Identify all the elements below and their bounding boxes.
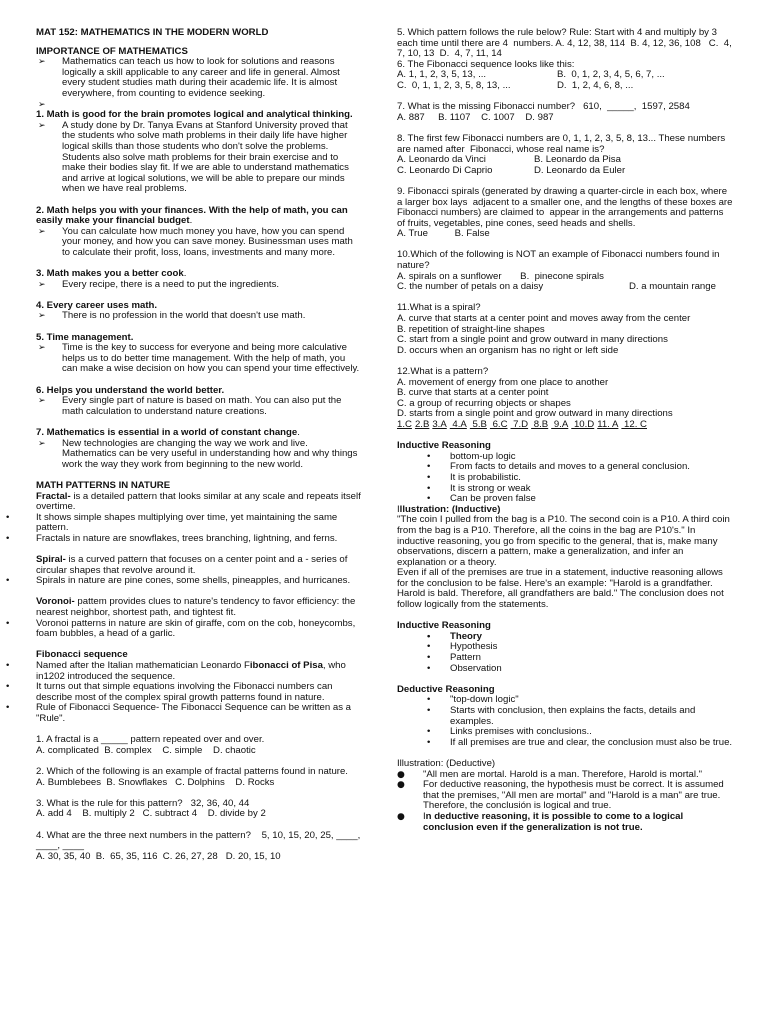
answer-key-item: 12. C	[621, 418, 647, 430]
answer-key-item: 4.A	[449, 418, 467, 430]
inductive-level-item: • Pattern	[397, 653, 733, 664]
fibonacci-bullet-2: • It turns out that simple equations involving the Fibonacci numbers can describe most of the complex spiral growth patterns found in nature.	[36, 682, 362, 703]
question-6-options-row-2	[397, 81, 733, 92]
importance-bullet: ➢ Mathematics can teach us how to look for solutions and reasons logically a skill applicable to any career and life in general. Almost every student studies math during their academic life. It is almost everywhere, from counting to evidence seeking.	[36, 57, 362, 99]
section-3-bullet: ➢ Every recipe, there is a need to put the ingredients.	[36, 280, 362, 291]
question-11: 11.What is a spiral?	[397, 302, 481, 314]
answer-key-item: 9.A	[551, 418, 569, 430]
left-column	[36, 28, 362, 862]
section-2-heading: 2. Math helps you with your finances. With the help of math, you can easily make your financial budget.	[36, 204, 348, 227]
answer-key-item: 3.A	[432, 418, 447, 430]
fractal-bullet-2: • Fractals in nature are snowflakes, trees branching, lightning, and ferns.	[36, 534, 362, 545]
section-2-bullet: ➢ You can calculate how much money you have, how you can spend your money, and how you can save money. Businessman uses math to calculate their profit, loss, loans, investments and many more.	[36, 227, 362, 259]
question-11-option-d: D. occurs when an organism has no right or left side	[397, 344, 619, 356]
question-6-option-d: D. 1, 2, 4, 6, 8, ...	[557, 79, 634, 91]
question-9: 9. Fibonacci spirals (generated by drawing a quarter-circle in each box, where a larger box lays adjacent to a smaller one, and the lengths of these boxes are Fibonacci numbers) are claimed to appear in the arrangements and patterns of fruits, vegetables, pine cones, seed heads and shells.	[397, 185, 736, 229]
question-9-options: A. True B. False	[397, 228, 490, 240]
section-5-bullet: ➢ Time is the key to success for everyone and being more calculative helps us to do better time management. With the help of math, you can make a wise decision on how you can spend your time effectively.	[36, 343, 362, 375]
voronoi-bullet-1: • Voronoi patterns in nature are skin of giraffe, com on the cob, honeycombs, foam bubbles, a head of a garlic.	[36, 619, 362, 640]
answer-key-item: 5.B	[469, 418, 487, 430]
question-7: 7. What is the missing Fibonacci number? 610, _____, 1597, 2584	[397, 101, 690, 113]
question-11-option-a: A. curve that starts at a center point and moves away from the center	[397, 313, 691, 325]
inductive-item: • It is probabilistic.	[397, 473, 733, 484]
section-4-bullet: ➢ There is no profession in the world that doesn't use math.	[36, 311, 362, 322]
question-12: 12.What is a pattern?	[397, 366, 489, 377]
answer-key-item: 1.C	[397, 418, 412, 430]
question-5: 5. Which pattern follows the rule below? Rule: Start with 4 and multiply by 3 each time until there are 4 numbers. A. 4, 12, 38, 114 B. 4, 12, 36, 108 C. 4, 7, 10, 13 D. 4, 7, 11, 14	[397, 27, 735, 60]
document-title: MAT 152: MATHEMATICS IN THE MODERN WORLD	[36, 27, 269, 38]
deductive-example-2: ● For deductive reasoning, the hypothesis must be correct. It is assumed that the premises, "All men are mortal" and "Harold is a man" are true. Therefore, the conclusión is logical and true.	[397, 780, 733, 812]
fibonacci-heading: Fibonacci sequence	[36, 649, 128, 661]
spiral-bullet-1: • Spirals in nature are pine cones, some shells, pineapples, and hurricanes.	[36, 576, 362, 587]
question-6-option-c: C. 0, 1, 1, 2, 3, 5, 8, 13, ...	[397, 79, 511, 91]
answer-key-item: 2.B	[414, 418, 430, 430]
question-10-options-cd	[397, 282, 733, 293]
deductive-item: • Links premises with conclusions..	[397, 727, 733, 738]
spiral-definition: Spiral- is a curved pattern that focuses on a center point and a - series of circular shapes that revolve around it.	[36, 554, 348, 576]
answer-key-item: 6.C	[489, 418, 508, 430]
section-1-bullet: ➢ A study done by Dr. Tanya Evans at Stanford University proved that the students who solve math problems in their daily life have higher logical skills than those students who don't solve the problems. Students also solve math problems for their brain exercise and to make their bodies slay fit. If we are able to understand mathematics and arrive at logical solutions, we will be able to prepare our minds when we have real problems.	[36, 121, 362, 195]
question-11-option-b: B. repetition of straight-line shapes	[397, 323, 545, 335]
importance-heading: IMPORTANCE OF MATHEMATICS	[36, 45, 188, 57]
patterns-heading: MATH PATTERNS IN NATURE	[36, 479, 171, 491]
question-10: 10.Which of the following is NOT an example of Fibonacci numbers found in nature?	[397, 249, 720, 272]
fibonacci-bullet-3: • Rule of Fibonacci Sequence- The Fibonacci Sequence can be written as a "Rule".	[36, 703, 362, 724]
question-8: 8. The first few Fibonacci numbers are 0, 1, 1, 2, 3, 5, 8, 13... These numbers are named after Fibonacci, whose real name is?	[397, 132, 728, 155]
deductive-example-1: ● "All men are mortal. Harold is a man. Therefore, Harold is mortal."	[397, 770, 733, 781]
question-4-options: A. 30, 35, 40 B. 65, 35, 116 C. 26, 27, 28 D. 20, 15, 10	[36, 850, 281, 862]
voronoi-definition: Voronoi- pattem provides clues to nature's tendency to favor efficiency: the nearest neighbor, shortest path, and tightest fit.	[36, 596, 356, 619]
inductive-level-item: • Observation	[397, 664, 733, 675]
question-3: 3. What is the rule for this pattern? 32, 36, 40, 44	[36, 797, 250, 809]
answer-key-item: 11. A	[597, 418, 619, 430]
question-10-option-c: C. the number of petals on a daisy	[397, 281, 544, 293]
section-3-heading: 3. Math makes you a better cook.	[36, 268, 187, 280]
question-7-options: A. 887 B. 1107 C. 1007 D. 987	[397, 111, 554, 123]
answer-key-item: 7.D	[510, 418, 529, 430]
empty-bullet	[36, 100, 362, 111]
section-4-heading: 4. Every career uses math.	[36, 299, 158, 311]
question-11-option-c: C. start from a single point and grow outward in many directions	[397, 334, 668, 346]
answer-key-item: 10.D	[571, 418, 595, 430]
question-8-option-c: C. Leonardo Di Caprio	[397, 164, 493, 176]
question-6-option-a: A. 1, 1, 2, 3, 5, 13, ...	[397, 69, 487, 81]
inductive-item: • From facts to details and moves to a general conclusion.	[397, 462, 733, 473]
inductive-theory-item: • Theory	[397, 632, 733, 643]
inductive-level-item: • Hypothesis	[397, 642, 733, 653]
section-6-heading: 6. Helps you understand the world better.	[36, 384, 225, 396]
question-2: 2. Which of the following is an example of fractal patterns found in nature.	[36, 765, 348, 777]
question-8-option-a: A. Leonardo da Vinci	[397, 154, 486, 166]
fractal-bullet-1: • It shows simple shapes multiplying over time, yet maintaining the same pattern.	[36, 513, 362, 534]
right-column	[397, 27, 736, 833]
inductive-item: • bottom-up logic	[397, 452, 733, 463]
question-10-options-ab: A. spirals on a sunflower B. pinecone spirals	[397, 270, 604, 282]
section-7-heading: 7. Mathematics is essential in a world of constant change.	[36, 426, 300, 438]
question-12-option-b: B. curve that starts at a center point	[397, 387, 549, 399]
question-12-option-c: C. a group of recurring objects or shapes	[397, 397, 571, 409]
question-6-option-b: B. 0, 1, 2, 3, 4, 5, 6, 7, ...	[557, 69, 665, 81]
question-1-options: A. complicated B. complex C. simple D. chaotic	[36, 744, 256, 756]
deductive-item: • If all premises are true and clear, the conclusion must also be true.	[397, 738, 733, 749]
deductive-illustration-label: Illustration: (Deductive)	[397, 757, 496, 769]
inductive-illustration-text-2: Even if all of the premises are true in a statement, inductive reasoning allows for the conclusion to be false. Here's an example: "Harold is a grandfather. Harold is bald. Therefore, all grandfathers are bald." The conclusion does not follow logically from the statements.	[397, 567, 724, 611]
fractal-definition: Fractal- is a detailed pattern that looks similar at any scale and repeats itself overtime.	[36, 490, 361, 513]
fibonacci-bullet-1: • Named after the Italian mathematician Leonardo Fibonacci of Pisa, who in1202 introduced the sequence.	[36, 661, 362, 682]
inductive-illustration-text: "The coin I pulled from the bag is a P10. The second coin is a P10. A third coin from the bag is a P10. Therefore, all the coins in the bag are P10's." In inductive reasoning, you go from specific to the general, that is, make many observations, discern a pattern, make a generalization, and infer an explanation or a theory.	[397, 514, 730, 568]
section-1-heading: 1. Math is good for the brain promotes logical and analytical thinking.	[36, 109, 353, 121]
section-6-bullet: ➢ Every single part of nature is based on math. You can also put the math calculation to understand nature creations.	[36, 396, 362, 417]
question-12-option-d: D. starts from a single point and grow outward in many directions	[397, 408, 673, 420]
question-12-option-a: A. movement of energy from one place to another	[397, 376, 609, 388]
question-3-options: A. add 4 B. multiply 2 C. subtract 4 D. divide by 2	[36, 808, 266, 820]
deductive-item: • "top-down logic"	[397, 695, 733, 706]
answer-key-item: 8.B	[531, 418, 549, 430]
question-8-option-b: B. Leonardo da Pisa	[534, 154, 621, 166]
inductive-item: • Can be proven false	[397, 494, 733, 505]
deductive-example-3: ● In deductive reasoning, it is possible to come to a logical conclusion even if the generalization is not true.	[397, 812, 733, 833]
question-8-options-row-2	[397, 166, 733, 177]
question-2-options: A. Bumblebees B. Snowflakes C. Dolphins D. Rocks	[36, 776, 275, 788]
deductive-item: • Starts with conclusion, then explains the facts, details and examples.	[397, 706, 733, 727]
inductive-illustration-label: Illustration: (Inductive)	[397, 503, 501, 515]
question-6: 6. The Fibonacci sequence looks like this:	[397, 58, 575, 70]
inductive-heading: Inductive Reasoning	[397, 440, 491, 452]
answer-key	[397, 420, 733, 431]
inductive-item: • It is strong or weak	[397, 484, 733, 495]
question-10-option-d: D. a mountain range	[629, 281, 716, 293]
deductive-heading: Deductive Reasoning	[397, 683, 495, 695]
question-8-option-d: D. Leonardo da Euler	[534, 164, 626, 176]
section-7-bullet: ➢ New technologies are changing the way we work and live. Mathematics can be very useful in understanding how and why things work the way they work from beginning to the new world.	[36, 439, 362, 471]
question-1: 1. A fractal is a _____ pattern repeated over and over.	[36, 734, 265, 746]
question-4: 4. What are the three next numbers in the pattern? 5, 10, 15, 20, 25, ____, ____, ____	[36, 829, 363, 852]
section-5-heading: 5. Time management.	[36, 331, 134, 343]
inductive-heading-2: Inductive Reasoning	[397, 620, 491, 632]
